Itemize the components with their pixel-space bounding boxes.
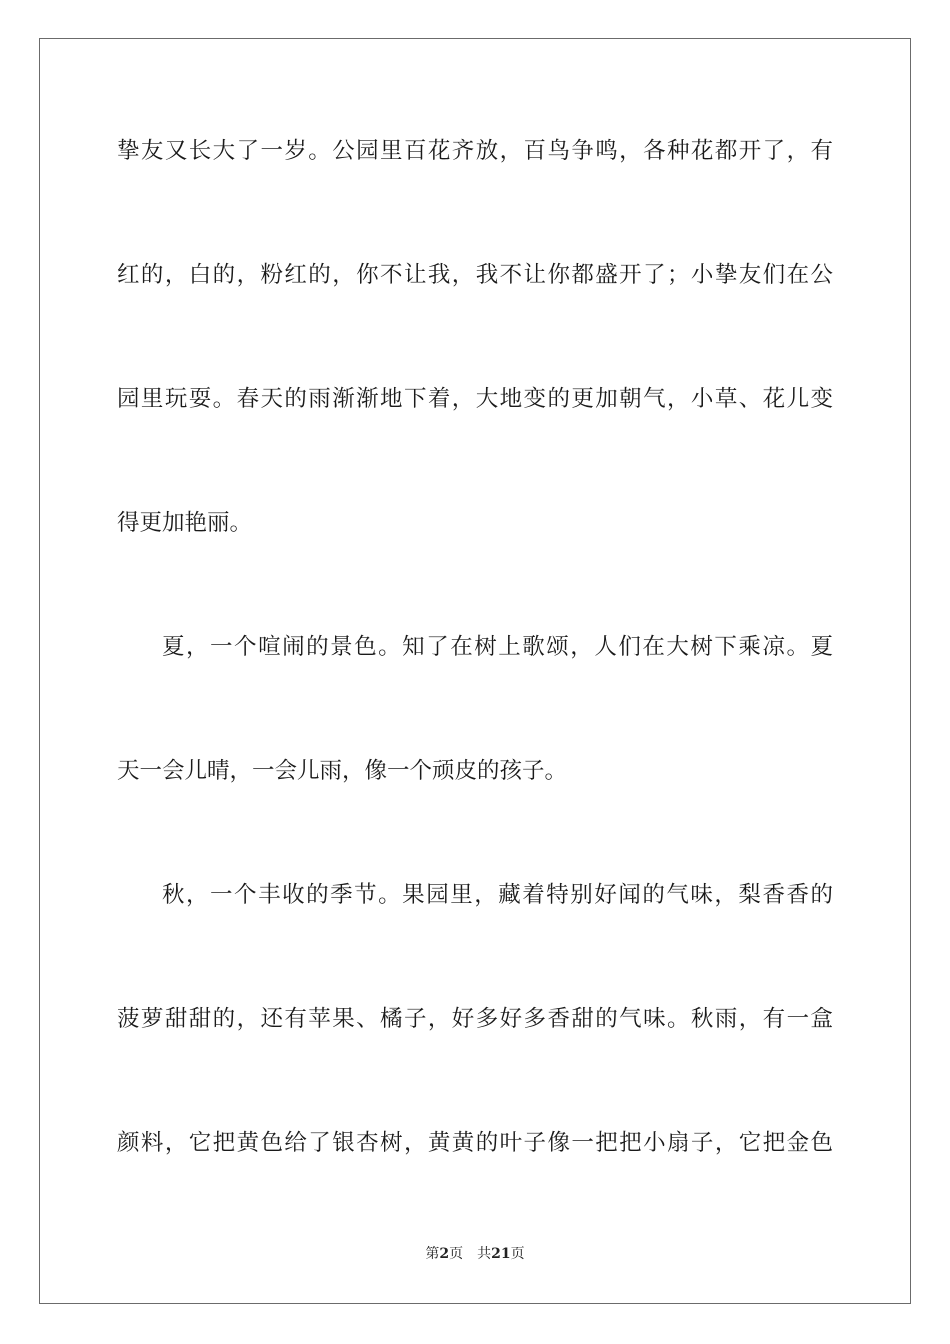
page-footer — [0, 1244, 950, 1264]
text-line-5: 夏，一个喧闹的景色。知了在树上歌颂，人们在大树下乘凉。夏 — [162, 634, 833, 660]
total-suffix: 页 — [510, 1246, 525, 1262]
text-line-3: 园里玩耍。春天的雨渐渐地下着，大地变的更加朝气，小草、花儿变 — [117, 386, 833, 412]
total-pages: 21 — [491, 1246, 511, 1262]
page-suffix: 页 — [449, 1246, 464, 1262]
text-line-7: 秋，一个丰收的季节。果园里，藏着特别好闻的气味，梨香香的 — [162, 882, 833, 908]
page-prefix: 第 — [425, 1246, 440, 1262]
text-line-4: 得更加艳丽。 — [117, 510, 253, 536]
total-prefix: 共 — [477, 1246, 492, 1262]
page-number: 2 — [439, 1246, 450, 1262]
text-line-8: 菠萝甜甜的，还有苹果、橘子，好多好多香甜的气味。秋雨，有一盒 — [117, 1006, 833, 1032]
text-line-2: 红的，白的，粉红的，你不让我，我不让你都盛开了；小挚友们在公 — [117, 262, 833, 288]
text-line-1: 挚友又长大了一岁。公园里百花齐放，百鸟争鸣，各种花都开了，有 — [117, 138, 833, 164]
page-border — [39, 38, 911, 1304]
text-line-9: 颜料，它把黄色给了银杏树，黄黄的叶子像一把把小扇子，它把金色 — [117, 1130, 833, 1156]
text-line-6: 天一会儿晴，一会儿雨，像一个顽皮的孩子。 — [117, 758, 568, 784]
